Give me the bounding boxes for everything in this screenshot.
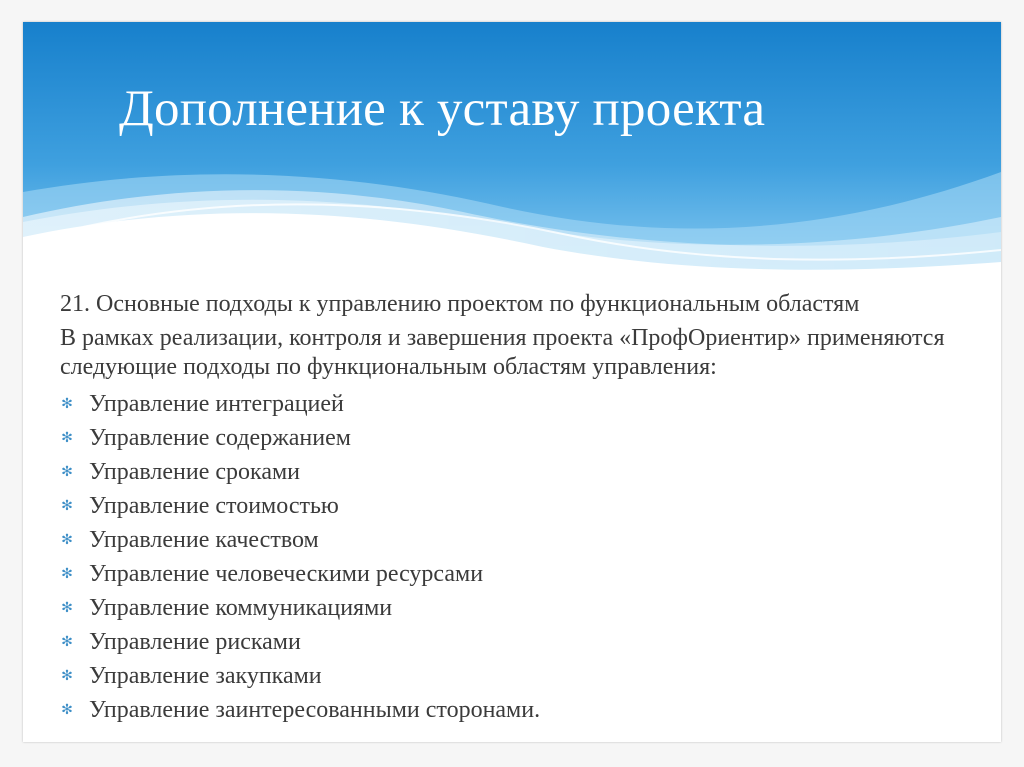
section-heading: 21. Основные подходы к управлению проектом по функциональным областям — [60, 291, 860, 317]
list-item-text: Управление стоимостью — [89, 493, 339, 519]
slide — [23, 22, 1001, 742]
asterisk-bullet-icon: ✻ — [61, 430, 73, 446]
list-item-text: Управление содержанием — [89, 425, 351, 451]
intro-paragraph: В рамках реализации, контроля и завершения проекта «ПрофОриентир» применяются следующие подходы по функциональным областям управления: — [60, 325, 945, 380]
list-item-text: Управление коммуникациями — [89, 595, 393, 621]
list-item-text: Управление заинтересованными сторонами. — [89, 697, 541, 723]
list-item-text: Управление интеграцией — [89, 391, 344, 417]
list-item — [60, 421, 1000, 455]
list-item-text: Управление сроками — [89, 459, 300, 485]
asterisk-bullet-icon: ✻ — [61, 464, 73, 480]
asterisk-bullet-icon: ✻ — [61, 668, 73, 684]
list-item — [60, 693, 1000, 727]
list-item — [60, 387, 1000, 421]
list-item — [60, 659, 1000, 693]
slide-title: Дополнение к уставу проекта — [119, 81, 766, 137]
slide-header-wave — [23, 22, 1001, 282]
asterisk-bullet-icon: ✻ — [61, 498, 73, 514]
list-item-text: Управление закупками — [89, 663, 322, 689]
list-item-text: Управление человеческими ресурсами — [89, 561, 484, 587]
list-item-text: Управление качеством — [89, 527, 319, 553]
list-item-text: Управление рисками — [89, 629, 301, 655]
list-item — [60, 455, 1000, 489]
slide-body — [60, 290, 1000, 727]
list-item — [60, 625, 1000, 659]
list-item — [60, 523, 1000, 557]
asterisk-bullet-icon: ✻ — [61, 396, 73, 412]
asterisk-bullet-icon: ✻ — [61, 566, 73, 582]
list-item — [60, 591, 1000, 625]
bullet-list — [60, 387, 1000, 727]
list-item — [60, 489, 1000, 523]
asterisk-bullet-icon: ✻ — [61, 532, 73, 548]
asterisk-bullet-icon: ✻ — [61, 600, 73, 616]
asterisk-bullet-icon: ✻ — [61, 702, 73, 718]
list-item — [60, 557, 1000, 591]
asterisk-bullet-icon: ✻ — [61, 634, 73, 650]
